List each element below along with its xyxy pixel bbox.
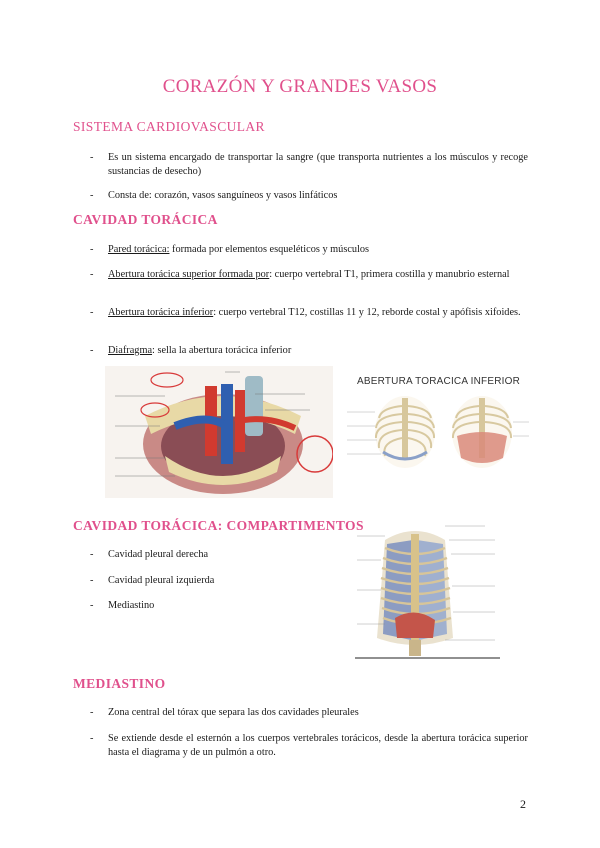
heading-compartimentos: CAVIDAD TORÁCICA: COMPARTIMENTOS	[73, 518, 364, 533]
bullet-cavidad-1: - Pared torácica: formada por elementos esqueléticos y músculos	[90, 244, 370, 255]
bullet-sistema-1: - Es un sistema encargado de transportar la sangre (que transporta nutrientes a los músculos y recoge sustancias de desecho)	[90, 152, 528, 177]
term-abertura-superior: Abertura torácica superior formada por	[108, 269, 270, 280]
term-pared-toracica: Pared torácica:	[108, 244, 170, 255]
heading-cavidad-toracica: CAVIDAD TORÁCICA	[73, 212, 218, 227]
heading-mediastino: MEDIASTINO	[73, 676, 166, 691]
superior-aperture-figure	[105, 366, 333, 498]
bullet-cavidad-4: - Diafragma: sella la abertura torácica inferior	[90, 345, 292, 356]
page-title: CORAZÓN Y GRANDES VASOS	[162, 76, 438, 97]
bullet-cavidad-2: - Abertura torácica superior formada por: cuerpo vertebral T1, primera costilla y manubrio esternal	[90, 269, 510, 280]
bullet-mediastino-1: - Zona central del tórax que separa las dos cavidades pleurales	[90, 707, 359, 718]
bullet-cavidad-3: - Abertura torácica inferior: cuerpo vertebral T12, costillas 11 y 12, reborde costal y apófisis xifoides.	[90, 307, 521, 318]
list-item-compartimento: - Cavidad pleural izquierda	[90, 575, 215, 586]
heading-sistema-cardiovascular: SISTEMA CARDIOVASCULAR	[73, 119, 265, 134]
inferior-aperture-figure	[345, 392, 530, 472]
list-item-compartimento: - Cavidad pleural derecha	[90, 549, 209, 560]
term-diafragma: Diafragma	[108, 345, 153, 356]
page-number: 2	[520, 797, 526, 811]
term-abertura-inferior: Abertura torácica inferior	[108, 307, 214, 318]
thorax-compartments-figure	[355, 520, 500, 660]
list-item-compartimento: - Mediastino	[90, 600, 155, 611]
bullet-mediastino-2: - Se extiende desde el esternón a los cuerpos vertebrales torácicos, desde la abertura torácica superior hasta el diagrama y de un pulmón a otro.	[90, 733, 528, 758]
figure-caption-abertura-inferior: ABERTURA TORACICA INFERIOR	[357, 376, 521, 387]
bullet-sistema-2: - Consta de: corazón, vasos sanguíneos y vasos linfáticos	[90, 190, 338, 201]
